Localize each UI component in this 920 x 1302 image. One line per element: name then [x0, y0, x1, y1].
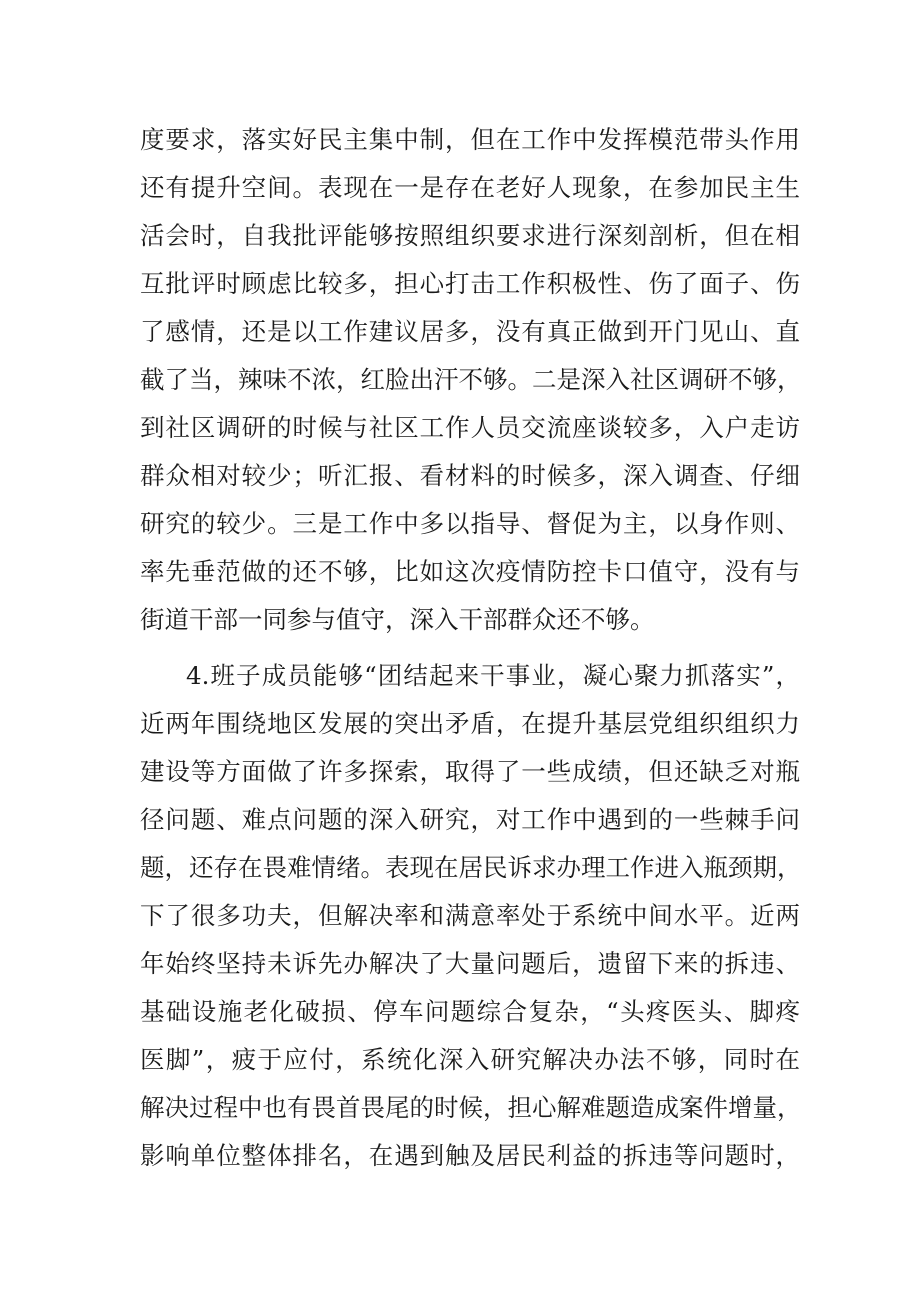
text-line: 影响单位整体排名，在遇到触及居民利益的拆违等问题时，	[140, 1141, 800, 1170]
paragraph-gap	[140, 644, 800, 652]
text-line: 建设等方面做了许多探索，取得了一些成绩，但还缺乏对瓶	[140, 757, 800, 786]
text-line: 年始终坚持未诉先办解决了大量问题后，遗留下来的拆违、	[140, 949, 800, 978]
text-line: 群众相对较少；听汇报、看材料的时候多，深入调查、仔细	[140, 461, 800, 490]
text-line: 互批评时顾虑比较多，担心打击工作积极性、伤了面子、伤	[140, 269, 800, 298]
text-line: 医脚”，疲于应付，系统化深入研究解决办法不够，同时在	[140, 1045, 800, 1074]
text-line: 率先垂范做的还不够，比如这次疫情防控卡口值守，没有与	[140, 557, 800, 586]
text-line: 度要求，落实好民主集中制，但在工作中发挥模范带头作用	[140, 125, 800, 154]
text-line: 下了很多功夫，但解决率和满意率处于系统中间水平。近两	[140, 901, 800, 930]
text-line: 基础设施老化破损、停车问题综合复杂，“头疼医头、脚疼	[140, 997, 800, 1026]
text-line: 到社区调研的时候与社区工作人员交流座谈较多，入户走访	[140, 413, 800, 442]
text-line: 还有提升空间。表现在一是存在老好人现象，在参加民主生	[140, 173, 800, 202]
text-line: 活会时，自我批评能够按照组织要求进行深刻剖析，但在相	[140, 221, 800, 250]
text-line: 研究的较少。三是工作中多以指导、督促为主，以身作则、	[140, 509, 800, 538]
text-line: 题，还存在畏难情绪。表现在居民诉求办理工作进入瓶颈期，	[140, 853, 802, 882]
text-line: 径问题、难点问题的深入研究，对工作中遇到的一些棘手问	[140, 805, 800, 834]
text-line: 近两年围绕地区发展的突出矛盾，在提升基层党组织组织力	[140, 709, 800, 738]
text-line: 了感情，还是以工作建议居多，没有真正做到开门见山、直	[140, 317, 800, 346]
document-body	[140, 116, 800, 1180]
text-line: 截了当，辣味不浓，红脸出汗不够。二是深入社区调研不够，	[140, 365, 802, 394]
text-line: 4.班子成员能够“团结起来干事业，凝心聚力抓落实”，	[186, 661, 800, 690]
text-line: 街道干部一同参与值守，深入干部群众还不够。	[140, 605, 655, 634]
text-line: 解决过程中也有畏首畏尾的时候，担心解难题造成案件增量，	[140, 1093, 802, 1122]
